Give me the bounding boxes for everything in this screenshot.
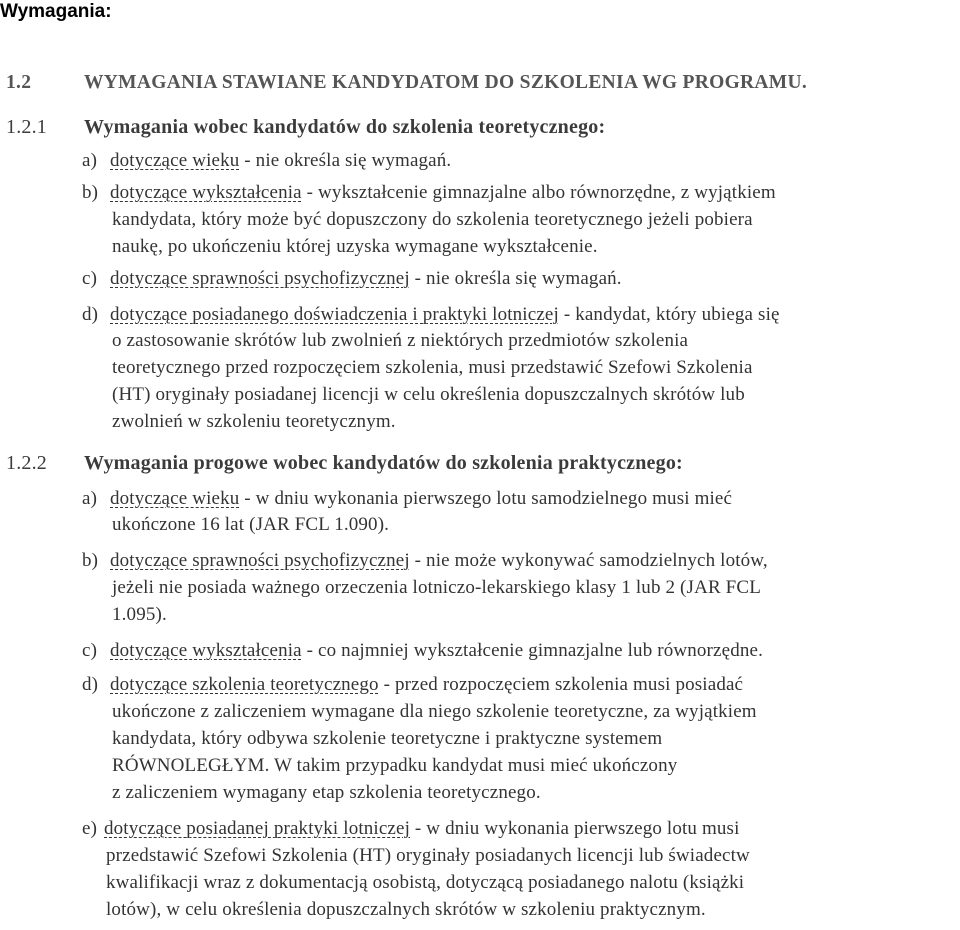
subsection-heading-1-2-2 xyxy=(6,452,683,474)
item-text-line: ukończone 16 lat (JAR FCL 1.090). xyxy=(112,514,390,535)
item-text: - kandydat, który ubiega się xyxy=(558,304,780,325)
list-item xyxy=(82,640,763,662)
item-text-line: przedstawić Szefowi Szkolenia (HT) oryginały posiadanych licencji lub świadectw xyxy=(106,845,750,866)
item-text-line: teoretycznego przed rozpoczęciem szkolenia, musi przedstawić Szefowi Szkolenia xyxy=(112,357,753,378)
section-title: WYMAGANIA STAWIANE KANDYDATOM DO SZKOLENIA WG PROGRAMU. xyxy=(84,72,808,93)
item-term: dotyczące wykształcenia xyxy=(110,182,302,203)
list-item xyxy=(82,304,780,326)
item-term: dotyczące sprawności psychofizycznej xyxy=(110,268,410,289)
item-text: - przed rozpoczęciem szkolenia musi posiadać xyxy=(378,674,744,695)
item-text: - co najmniej wykształcenie gimnazjalne lub równorzędne. xyxy=(301,640,763,661)
item-text-line: RÓWNOLEGŁYM. W takim przypadku kandydat musi mieć ukończony xyxy=(112,755,678,776)
item-term: dotyczące sprawności psychofizycznej xyxy=(110,550,410,571)
item-text-line: jeżeli nie posiada ważnego orzeczenia lotniczo-lekarskiego klasy 1 lub 2 (JAR FCL xyxy=(112,577,761,598)
item-term: dotyczące szkolenia teoretycznego xyxy=(110,674,379,695)
subsection-title: Wymagania wobec kandydatów do szkolenia teoretycznego: xyxy=(84,116,606,138)
item-label: d) xyxy=(82,674,99,695)
item-text-line: kandydata, który może być dopuszczony do szkolenia teoretycznego jeżeli pobiera xyxy=(112,209,753,230)
item-label: b) xyxy=(82,182,99,203)
list-item xyxy=(82,674,743,696)
item-text-line: kandydata, który odbywa szkolenie teoretyczne i praktyczne systemem xyxy=(112,728,663,749)
list-item xyxy=(82,150,451,172)
subsection-heading-1-2-1 xyxy=(6,116,605,138)
item-text-line: o zastosowanie skrótów lub zwolnień z niektórych przedmiotów szkolenia xyxy=(112,330,689,351)
item-text: - wykształcenie gimnazjalne albo równorzędne, z wyjątkiem xyxy=(301,182,776,203)
item-text: - nie określa się wymagań. xyxy=(239,150,452,171)
subsection-number: 1.2.1 xyxy=(6,116,47,138)
item-text: - nie może wykonywać samodzielnych lotów, xyxy=(409,550,768,571)
item-term: dotyczące wieku xyxy=(110,488,240,509)
item-label: c) xyxy=(82,268,98,289)
item-text: - w dniu wykonania pierwszego lotu musi xyxy=(410,818,740,839)
list-item xyxy=(82,818,740,840)
item-label: b) xyxy=(82,550,99,571)
list-item xyxy=(82,488,732,510)
item-term: dotyczące posiadanej praktyki lotniczej xyxy=(104,818,411,839)
item-label: d) xyxy=(82,304,99,325)
item-term: dotyczące wieku xyxy=(110,150,240,171)
item-term: dotyczące posiadanego doświadczenia i praktyki lotniczej xyxy=(110,304,559,325)
item-text-line: kwalifikacji wraz z dokumentacją osobistą, dotyczącą posiadanego nalotu (książki xyxy=(106,872,745,893)
item-label: a) xyxy=(82,150,98,171)
page-heading: Wymagania: xyxy=(0,1,112,22)
item-label: c) xyxy=(82,640,98,661)
item-text-line: 1.095). xyxy=(112,604,167,625)
item-text: - nie określa się wymagań. xyxy=(409,268,622,289)
item-text-line: zwolnień w szkoleniu teoretycznym. xyxy=(112,411,396,432)
item-text-line: ukończone z zaliczeniem wymagane dla niego szkolenie teoretyczne, za wyjątkiem xyxy=(112,701,757,722)
list-item xyxy=(82,268,622,290)
item-label: e) xyxy=(82,818,98,839)
section-heading-1-2 xyxy=(6,72,807,94)
item-text-line: (HT) oryginały posiadanej licencji w celu określenia dopuszczalnych skrótów lub xyxy=(112,384,745,405)
item-text-line: naukę, po ukończeniu której uzyska wymagane wykształcenie. xyxy=(112,236,598,257)
item-term: dotyczące wykształcenia xyxy=(110,640,302,661)
list-item xyxy=(82,550,768,572)
list-item xyxy=(82,182,776,204)
item-text: - w dniu wykonania pierwszego lotu samodzielnego musi mieć xyxy=(239,488,733,509)
subsection-number: 1.2.2 xyxy=(6,452,47,474)
subsection-title: Wymagania progowe wobec kandydatów do szkolenia praktycznego: xyxy=(84,452,683,474)
section-number: 1.2 xyxy=(6,72,32,93)
item-text-line: z zaliczeniem wymagany etap szkolenia teoretycznego. xyxy=(112,782,541,803)
item-label: a) xyxy=(82,488,98,509)
item-text-line: lotów), w celu określenia dopuszczalnych skrótów w szkoleniu praktycznym. xyxy=(106,899,706,920)
